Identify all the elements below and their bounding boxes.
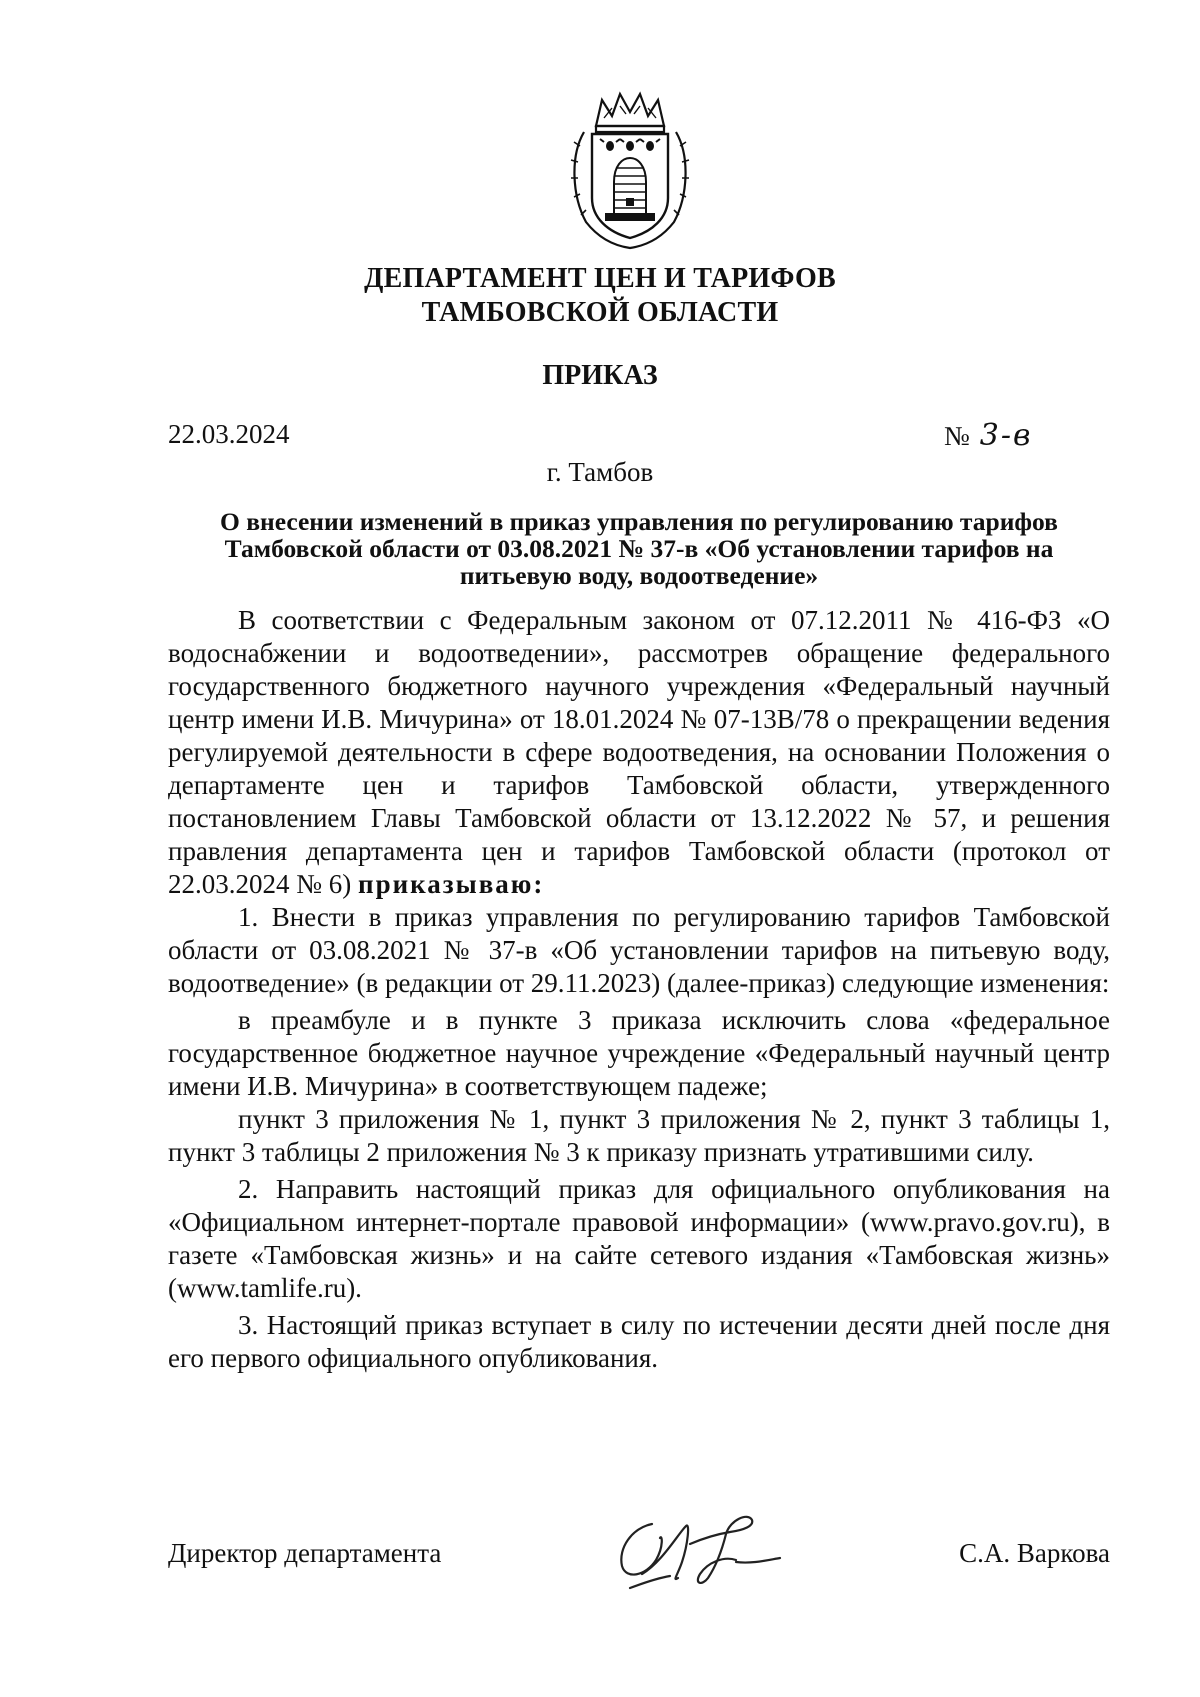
order-number-value: 3-в <box>979 418 1033 453</box>
department-title-line2: ТАМБОВСКОЙ ОБЛАСТИ <box>421 297 779 328</box>
order-item-1-a: в преамбуле и в пункте 3 приказа исключить слова «федеральное государственное бюджетное научное учреждение «Федеральный научный центр имени И.В. Мичурина» в соответствующем падеже; <box>168 1005 1110 1101</box>
order-number <box>944 418 1032 453</box>
tambov-coat-of-arms-icon <box>566 86 694 250</box>
order-subject: О внесении изменений в приказ управления по регулированию тарифов Тамбовской области от 03.08.2021 № 37-в «Об установлении тарифов на питьевую воду, водоотведение» <box>220 507 1058 590</box>
order-item-2: 2. Направить настоящий приказ для официального опубликования на «Официальном интернет-портале правовой информации» (www.pravo.gov.ru), в газете «Тамбовская жизнь» и на сайте сетевого издания «Тамбовская жизнь» (www.tamlife.ru). <box>168 1174 1110 1303</box>
order-item-1-b: пункт 3 приложения № 1, пункт 3 приложения № 2, пункт 3 таблицы 1, пункт 3 таблицы 2 приложения № 3 к приказу признать утратившими силу. <box>168 1104 1110 1167</box>
order-date: 22.03.2024 <box>168 419 290 449</box>
order-preamble <box>168 604 1110 901</box>
order-item-3: 3. Настоящий приказ вступает в силу по истечении десяти дней после дня его первого официального опубликования. <box>168 1310 1110 1373</box>
order-city: г. Тамбов <box>546 457 654 487</box>
preamble-text: В соответствии с Федеральным законом от 07.12.2011 № 416-ФЗ «О водоснабжении и водоотведении», рассмотрев обращение федерального государственного бюджетного научного учреждения «Федеральный научный центр имени И.В. Мичурина» от 18.01.2024 № 07-13В/78 о прекращении ведения регулируемой деятельности в сфере водоотведения, на основании Положения о департаменте цен и тарифов Тамбовской области, утвержденного постановлением Главы Тамбовской области от 13.12.2022 № 57, и решения правления департамента цен и тарифов Тамбовской области (протокол от 22.03.2024 № 6) <box>168 605 1110 899</box>
order-item-1: 1. Внести в приказ управления по регулированию тарифов Тамбовской области от 03.08.2021 № 37-в «Об установлении тарифов на питьевую воду, водоотведение» (в редакции от 29.11.2023) (далее-приказ) следующие изменения: <box>168 902 1110 998</box>
order-number-label: № <box>944 421 970 451</box>
signer-position: Директор департамента <box>168 1538 442 1568</box>
handwritten-signature-icon <box>612 1504 802 1594</box>
order-body <box>168 604 1110 1375</box>
order-word: приказываю: <box>358 869 545 899</box>
document-type-title: ПРИКАЗ <box>542 360 658 391</box>
department-title-line1: ДЕПАРТАМЕНТ ЦЕН И ТАРИФОВ <box>364 263 836 294</box>
signer-name: С.А. Варкова <box>959 1538 1110 1568</box>
